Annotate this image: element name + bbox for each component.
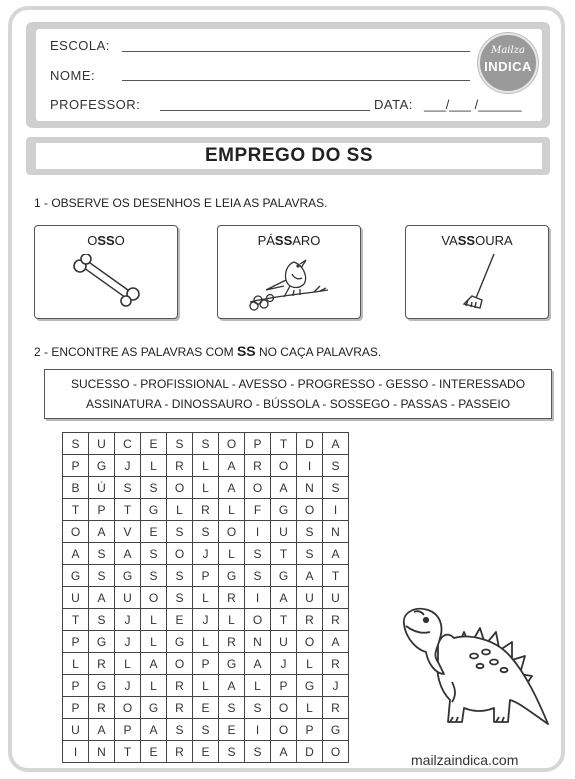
grid-cell[interactable]: L	[219, 543, 245, 565]
word-search-grid[interactable]	[62, 432, 349, 763]
grid-cell[interactable]: O	[167, 653, 193, 675]
grid-cell[interactable]: E	[193, 741, 219, 763]
grid-cell[interactable]: A	[219, 675, 245, 697]
word-list-line-1: SUCESSO - PROFISSIONAL - AVESSO - PROGRESSO - GESSO - INTERESSADO	[70, 377, 526, 391]
grid-cell[interactable]: S	[219, 741, 245, 763]
grid-cell[interactable]: N	[89, 741, 115, 763]
grid-cell[interactable]: O	[167, 477, 193, 499]
grid-cell[interactable]: U	[271, 521, 297, 543]
grid-cell[interactable]: B	[63, 477, 89, 499]
grid-cell[interactable]: O	[245, 609, 271, 631]
grid-row	[63, 565, 349, 587]
grid-cell[interactable]: G	[141, 499, 167, 521]
mailza-indica-logo	[478, 33, 538, 93]
grid-cell[interactable]: T	[271, 543, 297, 565]
site-url[interactable]: mailzaindica.com	[411, 752, 519, 768]
grid-cell[interactable]: U	[89, 433, 115, 455]
grid-cell[interactable]: L	[141, 609, 167, 631]
grid-cell[interactable]: O	[297, 499, 323, 521]
grid-cell[interactable]: J	[193, 609, 219, 631]
grid-cell[interactable]: O	[167, 543, 193, 565]
grid-cell[interactable]: O	[219, 433, 245, 455]
grid-cell[interactable]: L	[141, 455, 167, 477]
grid-cell[interactable]: R	[193, 499, 219, 521]
grid-cell[interactable]: A	[323, 543, 349, 565]
grid-cell[interactable]: U	[63, 719, 89, 741]
card-vassoura	[405, 225, 549, 319]
grid-row	[63, 609, 349, 631]
grid-cell[interactable]: A	[323, 433, 349, 455]
grid-cell[interactable]: E	[141, 741, 167, 763]
nome-field[interactable]	[122, 80, 470, 81]
grid-cell[interactable]: P	[63, 697, 89, 719]
grid-cell[interactable]: S	[89, 543, 115, 565]
card-osso-label: OSSO	[87, 233, 125, 248]
grid-row	[63, 521, 349, 543]
grid-cell[interactable]: I	[245, 521, 271, 543]
grid-cell[interactable]: J	[271, 653, 297, 675]
grid-cell[interactable]: G	[271, 499, 297, 521]
grid-cell[interactable]: A	[89, 587, 115, 609]
grid-cell[interactable]: S	[115, 477, 141, 499]
grid-cell[interactable]: T	[323, 565, 349, 587]
grid-row	[63, 455, 349, 477]
grid-row	[63, 719, 349, 741]
grid-cell[interactable]: T	[115, 741, 141, 763]
grid-cell[interactable]: S	[219, 697, 245, 719]
grid-cell[interactable]: C	[115, 433, 141, 455]
grid-cell[interactable]: L	[141, 675, 167, 697]
grid-cell[interactable]: P	[63, 631, 89, 653]
grid-cell[interactable]: V	[115, 521, 141, 543]
grid-cell[interactable]: I	[245, 587, 271, 609]
grid-cell[interactable]: U	[115, 587, 141, 609]
grid-cell[interactable]: G	[271, 565, 297, 587]
grid-cell[interactable]: N	[297, 477, 323, 499]
grid-cell[interactable]: T	[63, 499, 89, 521]
grid-cell[interactable]: O	[141, 587, 167, 609]
grid-cell[interactable]: O	[297, 631, 323, 653]
logo-line2: INDICA	[484, 59, 532, 74]
grid-cell[interactable]: T	[271, 433, 297, 455]
grid-cell[interactable]: O	[323, 741, 349, 763]
grid-cell[interactable]: L	[141, 631, 167, 653]
grid-cell[interactable]: G	[89, 631, 115, 653]
grid-cell[interactable]: S	[167, 521, 193, 543]
grid-cell[interactable]: R	[167, 455, 193, 477]
grid-cell[interactable]: E	[167, 609, 193, 631]
grid-cell[interactable]: S	[167, 565, 193, 587]
grid-cell[interactable]: O	[271, 719, 297, 741]
grid-cell[interactable]: S	[297, 521, 323, 543]
grid-cell[interactable]: P	[193, 565, 219, 587]
grid-cell[interactable]: J	[115, 609, 141, 631]
grid-cell[interactable]: E	[141, 521, 167, 543]
grid-cell[interactable]: R	[245, 455, 271, 477]
grid-cell[interactable]: G	[219, 565, 245, 587]
grid-cell[interactable]: S	[167, 719, 193, 741]
grid-cell[interactable]: R	[89, 697, 115, 719]
grid-cell[interactable]: A	[115, 543, 141, 565]
card-vassoura-label: VASSOURA	[441, 233, 513, 248]
grid-cell[interactable]: S	[245, 741, 271, 763]
grid-row	[63, 675, 349, 697]
grid-cell[interactable]: O	[245, 477, 271, 499]
escola-field[interactable]	[122, 51, 470, 52]
grid-cell[interactable]: O	[271, 697, 297, 719]
bone-icon	[71, 254, 143, 310]
grid-cell[interactable]: R	[219, 631, 245, 653]
grid-cell[interactable]: R	[219, 587, 245, 609]
word-list-box	[44, 369, 552, 419]
grid-row	[63, 477, 349, 499]
grid-cell[interactable]: A	[245, 653, 271, 675]
grid-cell[interactable]: I	[245, 719, 271, 741]
grid-row	[63, 697, 349, 719]
grid-cell[interactable]: O	[115, 697, 141, 719]
grid-cell[interactable]: P	[245, 433, 271, 455]
grid-cell[interactable]: I	[297, 455, 323, 477]
grid-row	[63, 499, 349, 521]
grid-cell[interactable]: S	[245, 697, 271, 719]
grid-cell[interactable]: G	[63, 565, 89, 587]
grid-cell[interactable]: R	[323, 609, 349, 631]
grid-cell[interactable]: P	[115, 719, 141, 741]
grid-row	[63, 543, 349, 565]
grid-cell[interactable]: A	[141, 719, 167, 741]
grid-cell[interactable]: D	[297, 741, 323, 763]
grid-cell[interactable]: S	[245, 565, 271, 587]
grid-cell[interactable]: R	[323, 697, 349, 719]
grid-row	[63, 631, 349, 653]
grid-cell[interactable]: L	[193, 455, 219, 477]
grid-cell[interactable]: S	[323, 455, 349, 477]
grid-cell[interactable]: N	[245, 631, 271, 653]
grid-cell[interactable]: E	[141, 433, 167, 455]
grid-cell[interactable]: A	[63, 543, 89, 565]
grid-cell[interactable]: S	[63, 433, 89, 455]
grid-cell[interactable]: T	[271, 609, 297, 631]
grid-cell[interactable]: S	[193, 433, 219, 455]
grid-cell[interactable]: U	[63, 587, 89, 609]
grid-cell[interactable]: P	[89, 499, 115, 521]
grid-cell[interactable]: R	[167, 675, 193, 697]
grid-cell[interactable]: A	[89, 521, 115, 543]
grid-cell[interactable]: J	[193, 543, 219, 565]
grid-cell[interactable]: J	[323, 675, 349, 697]
broom-icon	[454, 250, 502, 312]
card-passaro	[217, 225, 361, 319]
bird-icon	[244, 250, 336, 314]
grid-cell[interactable]: O	[219, 521, 245, 543]
grid-cell[interactable]: S	[89, 565, 115, 587]
grid-cell[interactable]: I	[323, 499, 349, 521]
grid-cell[interactable]: G	[89, 455, 115, 477]
grid-cell[interactable]: L	[219, 609, 245, 631]
grid-cell[interactable]: L	[193, 631, 219, 653]
question-2: 2 - ENCONTRE AS PALAVRAS COM SS NO CAÇA PALAVRAS.	[34, 343, 382, 359]
grid-cell[interactable]: Ú	[89, 477, 115, 499]
grid-cell[interactable]: S	[141, 565, 167, 587]
grid-cell[interactable]: L	[193, 477, 219, 499]
grid-cell[interactable]: L	[297, 653, 323, 675]
grid-cell[interactable]: A	[297, 565, 323, 587]
grid-cell[interactable]: L	[193, 587, 219, 609]
grid-cell[interactable]: G	[297, 675, 323, 697]
grid-cell[interactable]: U	[297, 587, 323, 609]
grid-cell[interactable]: E	[219, 719, 245, 741]
grid-cell[interactable]: E	[193, 697, 219, 719]
grid-cell[interactable]: G	[89, 675, 115, 697]
grid-cell[interactable]: R	[167, 741, 193, 763]
grid-cell[interactable]: O	[271, 455, 297, 477]
grid-cell[interactable]: S	[297, 543, 323, 565]
nome-label: NOME:	[50, 68, 96, 83]
grid-cell[interactable]: R	[167, 697, 193, 719]
data-label: DATA:	[374, 97, 413, 112]
grid-cell[interactable]: I	[63, 741, 89, 763]
grid-cell[interactable]: G	[219, 653, 245, 675]
grid-cell[interactable]: L	[245, 675, 271, 697]
grid-cell[interactable]: T	[115, 499, 141, 521]
grid-cell[interactable]: P	[63, 455, 89, 477]
grid-cell[interactable]: S	[141, 477, 167, 499]
grid-cell[interactable]: G	[141, 697, 167, 719]
grid-cell[interactable]: R	[297, 609, 323, 631]
grid-cell[interactable]: R	[323, 653, 349, 675]
grid-cell[interactable]: U	[323, 587, 349, 609]
data-field[interactable]: ___/___ /______	[424, 97, 522, 112]
dinosaur-icon	[398, 604, 556, 744]
grid-cell[interactable]: S	[245, 543, 271, 565]
grid-cell[interactable]: S	[193, 719, 219, 741]
grid-cell[interactable]: O	[63, 521, 89, 543]
grid-cell[interactable]: F	[245, 499, 271, 521]
grid-cell[interactable]: U	[271, 631, 297, 653]
grid-cell[interactable]: P	[193, 653, 219, 675]
grid-row	[63, 587, 349, 609]
grid-cell[interactable]: L	[167, 499, 193, 521]
grid-cell[interactable]: A	[271, 741, 297, 763]
grid-cell[interactable]: S	[167, 587, 193, 609]
grid-cell[interactable]: J	[115, 455, 141, 477]
grid-cell[interactable]: T	[63, 609, 89, 631]
grid-cell[interactable]: J	[115, 631, 141, 653]
grid-cell[interactable]: S	[89, 609, 115, 631]
grid-cell[interactable]: L	[115, 653, 141, 675]
grid-cell[interactable]: A	[89, 719, 115, 741]
grid-cell[interactable]: G	[323, 719, 349, 741]
grid-cell[interactable]: G	[115, 565, 141, 587]
grid-cell[interactable]: S	[193, 521, 219, 543]
grid-cell[interactable]: D	[297, 433, 323, 455]
grid-cell[interactable]: A	[323, 631, 349, 653]
grid-cell[interactable]: P	[63, 675, 89, 697]
page-title: EMPREGO DO SS	[204, 145, 374, 166]
word-list-line-2: ASSINATURA - DINOSSAURO - BÚSSOLA - SOSSEGO - PASSAS - PASSEIO	[85, 397, 511, 411]
grid-cell[interactable]: S	[167, 433, 193, 455]
professor-field[interactable]	[160, 110, 370, 111]
grid-cell[interactable]: L	[193, 675, 219, 697]
card-passaro-label: PÁSSARO	[257, 233, 321, 248]
grid-cell[interactable]: L	[219, 499, 245, 521]
grid-cell[interactable]: A	[219, 477, 245, 499]
grid-cell[interactable]: A	[271, 477, 297, 499]
grid-cell[interactable]: A	[219, 455, 245, 477]
grid-cell[interactable]: L	[297, 697, 323, 719]
grid-cell[interactable]: P	[297, 719, 323, 741]
grid-cell[interactable]: R	[89, 653, 115, 675]
grid-cell[interactable]: G	[167, 631, 193, 653]
grid-cell[interactable]: S	[323, 477, 349, 499]
grid-row	[63, 433, 349, 455]
grid-cell[interactable]: J	[115, 675, 141, 697]
grid-cell[interactable]: L	[63, 653, 89, 675]
grid-row	[63, 653, 349, 675]
grid-row	[63, 741, 349, 763]
card-osso	[34, 225, 178, 319]
grid-cell[interactable]: A	[141, 653, 167, 675]
logo-line1: Mailza	[491, 45, 525, 56]
professor-label: PROFESSOR:	[50, 97, 141, 112]
grid-cell[interactable]: N	[323, 521, 349, 543]
grid-cell[interactable]: A	[271, 587, 297, 609]
grid-cell[interactable]: S	[141, 543, 167, 565]
question-1: 1 - OBSERVE OS DESENHOS E LEIA AS PALAVRAS.	[34, 196, 328, 210]
grid-cell[interactable]: P	[271, 675, 297, 697]
escola-label: ESCOLA:	[50, 38, 110, 53]
